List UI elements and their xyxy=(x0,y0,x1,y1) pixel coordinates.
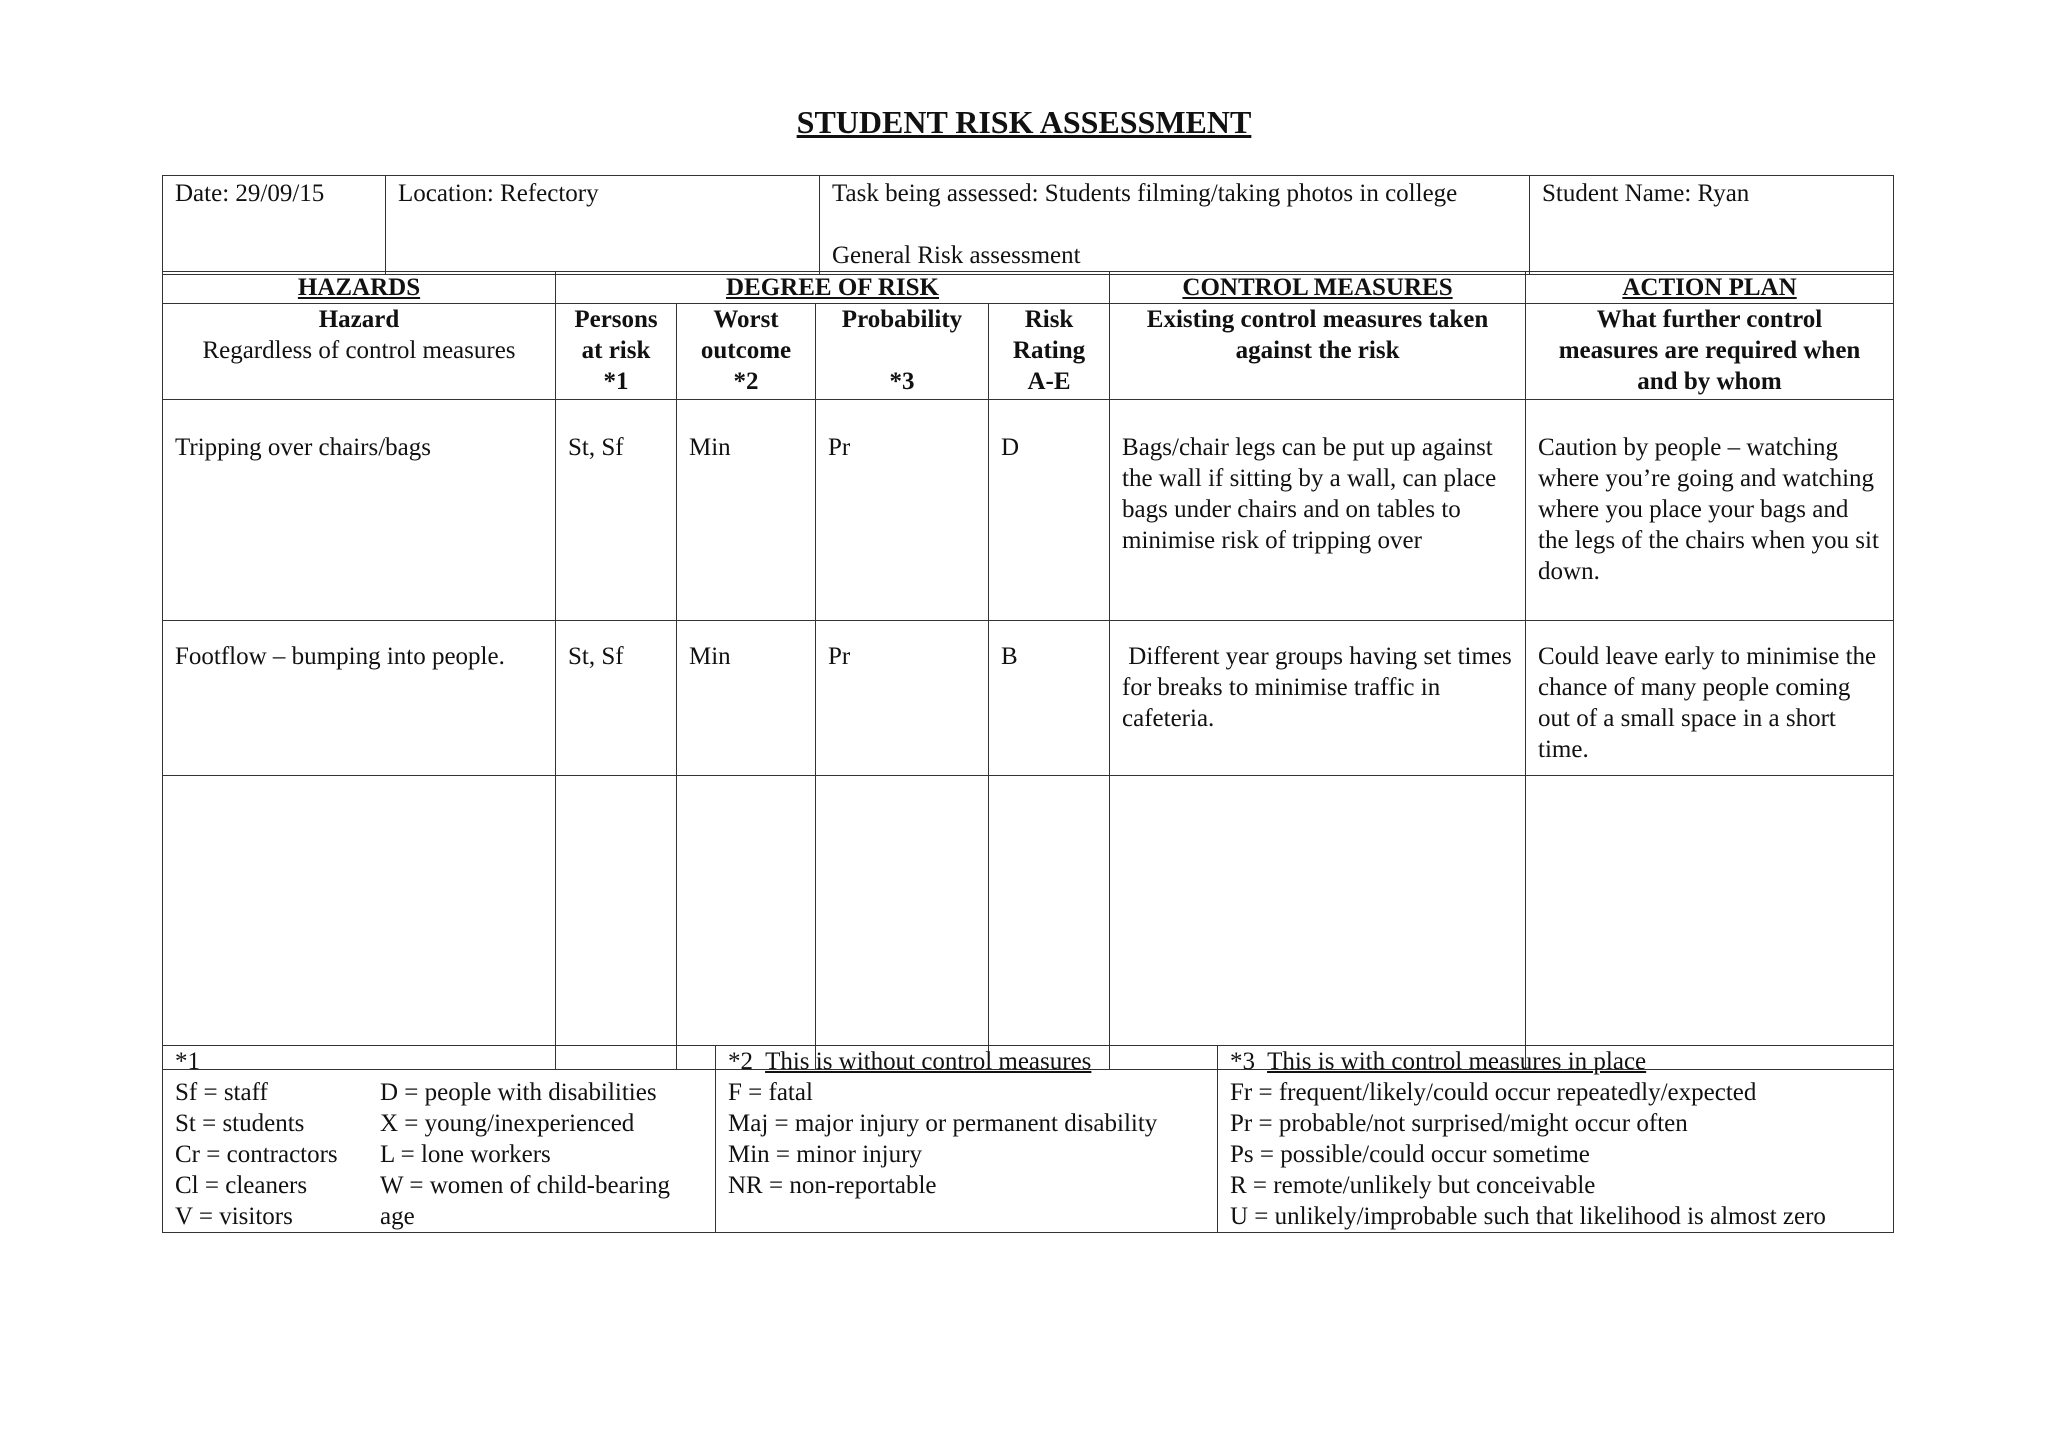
empty-cell xyxy=(1526,776,1894,1070)
legend-item: Sf = staff xyxy=(175,1079,268,1106)
column-header-risk-rating: Risk Rating A-E xyxy=(989,304,1110,400)
column-header-probability: Probability *3 xyxy=(816,304,989,400)
legend-item: St = students xyxy=(175,1110,305,1137)
further-controls-cell: Could leave early to minimise the chance of many people coming out of a small space in a short time. xyxy=(1526,621,1894,776)
risk-rating-cell: D xyxy=(989,400,1110,621)
column-header-further-controls: What further control measures are required when and by whom xyxy=(1526,304,1894,400)
date-field: Date: 29/09/15 xyxy=(163,176,386,275)
empty-cell xyxy=(1110,776,1526,1070)
legend-item: Cr = contractors xyxy=(175,1141,338,1168)
worst-outcome-cell: Min xyxy=(677,621,816,776)
probability-key xyxy=(1218,1046,1894,1233)
legend-item: D = people with disabilities xyxy=(380,1079,657,1106)
legend-item: V = visitors xyxy=(175,1203,293,1230)
empty-cell xyxy=(989,776,1110,1070)
legend-item: L = lone workers xyxy=(380,1141,551,1168)
further-controls-cell: Caution by people – watching where you’re going and watching where you place your bags and the legs of the chairs when you sit down. xyxy=(1526,400,1894,621)
task-field xyxy=(820,176,1530,275)
legend-item: U = unlikely/improbable such that likelihood is almost zero xyxy=(1230,1203,1826,1230)
header-table xyxy=(162,175,1894,275)
legend-item: Min = minor injury xyxy=(728,1141,922,1168)
location-field: Location: Refectory xyxy=(386,176,820,275)
table-row xyxy=(163,621,1894,776)
empty-table-row xyxy=(163,776,1894,1070)
column-header-hazard xyxy=(163,304,556,400)
legend-item: R = remote/unlikely but conceivable xyxy=(1230,1172,1596,1199)
hazard-cell: Tripping over chairs/bags xyxy=(163,400,556,621)
persons-key-left xyxy=(175,1077,380,1232)
table-row xyxy=(163,400,1894,621)
persons-cell: St, Sf xyxy=(556,400,677,621)
risk-table xyxy=(162,271,1894,1070)
worst-outcome-cell: Min xyxy=(677,400,816,621)
outcome-key xyxy=(716,1046,1218,1233)
hazard-subheading: Regardless of control measures xyxy=(202,337,516,364)
persons-key-heading: *1 xyxy=(175,1048,200,1075)
legend-item: X = young/inexperienced xyxy=(380,1110,635,1137)
column-header-existing-controls: Existing control measures taken against the risk xyxy=(1110,304,1526,400)
section-hazards: HAZARDS xyxy=(163,272,556,304)
persons-key-right xyxy=(380,1077,703,1232)
hazard-heading: Hazard xyxy=(318,306,400,333)
section-action-plan: ACTION PLAN xyxy=(1526,272,1894,304)
outcome-key-marker: *2 xyxy=(728,1048,753,1075)
column-header-persons: Persons at risk *1 xyxy=(556,304,677,400)
empty-cell xyxy=(677,776,816,1070)
page-title: STUDENT RISK ASSESSMENT xyxy=(796,104,1252,140)
outcome-key-heading xyxy=(728,1046,1205,1077)
legend-item: age xyxy=(380,1203,415,1230)
legend-item: Fr = frequent/likely/could occur repeatedly/expected xyxy=(1230,1079,1757,1106)
legend-item: Cl = cleaners xyxy=(175,1172,308,1199)
probability-key-marker: *3 xyxy=(1230,1048,1255,1075)
empty-cell xyxy=(163,776,556,1070)
legend-item: F = fatal xyxy=(728,1079,813,1106)
section-degree-of-risk: DEGREE OF RISK xyxy=(556,272,1110,304)
persons-cell: St, Sf xyxy=(556,621,677,776)
task-line: General Risk assessment xyxy=(832,242,1081,269)
empty-cell xyxy=(556,776,677,1070)
legend-item: W = women of child-bearing xyxy=(380,1172,670,1199)
hazard-cell: Footflow – bumping into people. xyxy=(163,621,556,776)
section-control-measures: CONTROL MEASURES xyxy=(1110,272,1526,304)
risk-rating-cell: B xyxy=(989,621,1110,776)
existing-controls-cell: Different year groups having set times for breaks to minimise traffic in cafeteria. xyxy=(1110,621,1526,776)
legend-item: Pr = probable/not surprised/might occur often xyxy=(1230,1110,1688,1137)
probability-key-heading xyxy=(1230,1046,1881,1077)
column-header-worst-outcome: Worst outcome *2 xyxy=(677,304,816,400)
probability-cell: Pr xyxy=(816,621,989,776)
empty-cell xyxy=(816,776,989,1070)
probability-key-title: This is with control measures in place xyxy=(1267,1048,1647,1075)
persons-key xyxy=(163,1046,716,1233)
legend-item: Maj = major injury or permanent disability xyxy=(728,1110,1158,1137)
legend-item: Ps = possible/could occur sometime xyxy=(1230,1141,1590,1168)
existing-controls-cell: Bags/chair legs can be put up against the wall if sitting by a wall, can place bags under chairs and on tables to minimise risk of tripping over xyxy=(1110,400,1526,621)
legend-item: NR = non-reportable xyxy=(728,1172,937,1199)
outcome-key-title: This is without control measures xyxy=(765,1048,1092,1075)
student-name-field: Student Name: Ryan xyxy=(1530,176,1894,275)
probability-cell: Pr xyxy=(816,400,989,621)
task-line: Task being assessed: Students filming/taking photos in college xyxy=(832,180,1458,207)
legend-table xyxy=(162,1045,1894,1233)
